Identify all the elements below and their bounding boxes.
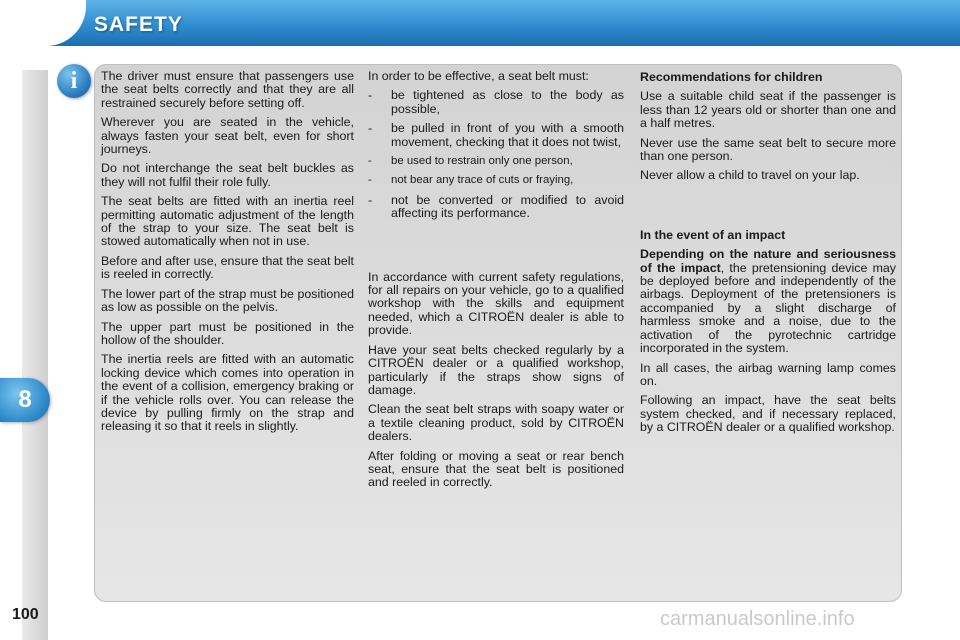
list-item: - be pulled in front of you with a smooth movement, checking that it does not twist, bbox=[368, 121, 624, 149]
page-title: SAFETY bbox=[94, 13, 183, 36]
paragraph: The driver must ensure that passengers use the seat belts correctly and that they are all restrained securely before setting off. bbox=[101, 69, 354, 110]
paragraph: Before and after use, ensure that the seat belt is reeled in correctly. bbox=[101, 253, 354, 282]
impact-text: , the pretensioning device may be deployed before and independently of the airbags. Deployment of the pretensioners is accompanied by a slight discharge of harmless smoke and a noise, due to the activation of the pyrotechnic cartridge incorporated in the system. bbox=[640, 260, 896, 356]
impact-paragraph bbox=[640, 248, 896, 355]
column-requirements bbox=[368, 70, 624, 496]
list-item: - not bear any trace of cuts or fraying, bbox=[368, 174, 574, 187]
paragraph: The lower part of the strap must be positioned as low as possible on the pelvis. bbox=[101, 286, 354, 315]
paragraph: The seat belts are fitted with an inertia reel permitting automatic adjustment of the length of the strap to your size. The seat belt is stowed automatically when not in use. bbox=[101, 194, 354, 249]
watermark: carmanualsonline.info bbox=[660, 608, 855, 630]
info-icon: i bbox=[57, 64, 91, 98]
paragraph: Never allow a child to travel on your lap. bbox=[640, 168, 860, 183]
paragraph: Have your seat belts checked regularly by a CITROËN dealer or a qualified workshop, particularly if the straps show signs of damage. bbox=[368, 342, 624, 397]
list-item: - not be converted or modified to avoid affecting its performance. bbox=[368, 192, 624, 221]
paragraph: Wherever you are seated in the vehicle, always fasten your seat belt, even for short journeys. bbox=[101, 115, 354, 157]
requirements-list bbox=[368, 89, 624, 220]
paragraph: The upper part must be positioned in the hollow of the shoulder. bbox=[101, 319, 354, 347]
page-number: 100 bbox=[12, 606, 39, 623]
impact-heading: In the event of an impact bbox=[640, 227, 786, 242]
paragraph: In all cases, the airbag warning lamp comes on. bbox=[640, 360, 896, 388]
list-item: - be tightened as close to the body as possible, bbox=[368, 88, 624, 116]
list-item: - be used to restrain only one person, bbox=[368, 155, 573, 168]
header-bar bbox=[0, 0, 960, 46]
paragraph: After folding or moving a seat or rear bench seat, ensure that the seat belt is positioned and reeled in correctly. bbox=[368, 448, 624, 490]
paragraph: Clean the seat belt straps with soapy water or a textile cleaning product, sold by CITROËN dealers. bbox=[368, 402, 624, 444]
paragraph: The inertia reels are fitted with an automatic locking device which comes into operation in the event of a collision, emergency braking or if the vehicle rolls over. You can release the device by pulling firmly on the strap and releasing it so that it reels in slightly. bbox=[101, 352, 354, 434]
side-strip bbox=[22, 70, 48, 640]
column-seat-belts bbox=[101, 70, 354, 440]
header-notch bbox=[0, 0, 86, 46]
paragraph: Never use the same seat belt to secure more than one person. bbox=[640, 135, 896, 164]
children-heading: Recommendations for children bbox=[640, 70, 823, 84]
paragraph: Do not interchange the seat belt buckles as they will not fulfil their role fully. bbox=[101, 161, 354, 189]
impact-bold-text: Depending on the nature and seriousness of the impact bbox=[640, 247, 896, 275]
paragraph: Use a suitable child seat if the passenger is less than 12 years old or shorter than one and a half metres. bbox=[640, 89, 896, 131]
paragraph: In accordance with current safety regulations, for all repairs on your vehicle, go to a qualified workshop with the skills and equipment needed, which a CITROËN dealer is able to provide. bbox=[368, 269, 624, 338]
column-children-impact bbox=[640, 71, 896, 441]
paragraph: Following an impact, have the seat belts system checked, and if necessary replaced, by a CITROËN dealer or a qualified workshop. bbox=[640, 393, 896, 435]
intro-text: In order to be effective, a seat belt must: bbox=[368, 69, 589, 83]
chapter-tab[interactable]: 8 bbox=[0, 378, 50, 422]
